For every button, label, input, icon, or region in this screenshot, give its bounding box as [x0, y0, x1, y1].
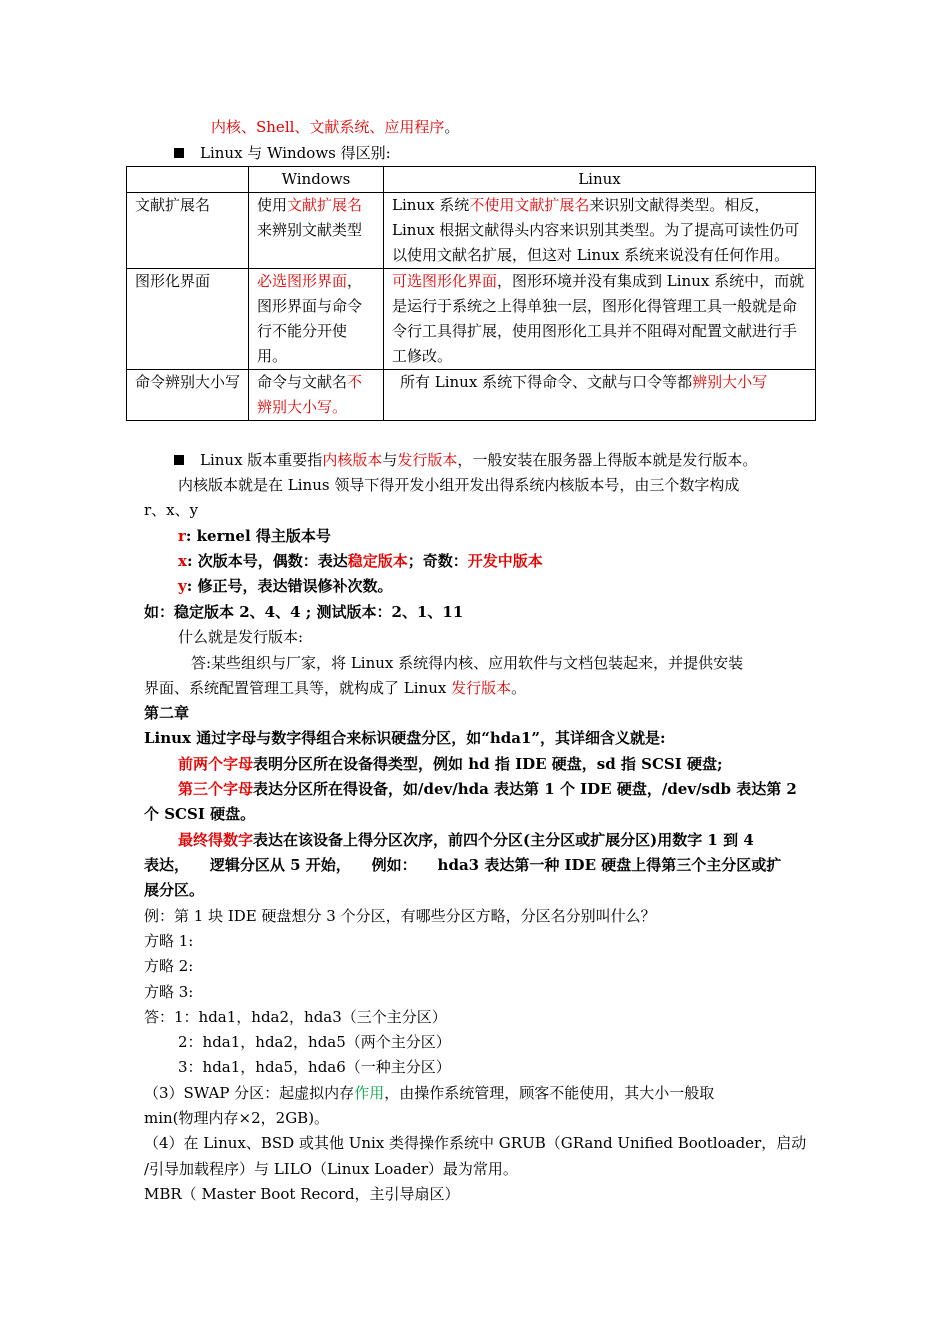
chapter-title: 第二章 [144, 704, 190, 722]
cell-text: ，图形环境并没有集成到 Linux 系统中，而就是运行于系统之上得单独一层，图形化得管理工具一般就是命令行工具得扩展，使用图形化工具并不阻碍对配置文献进行手工修改。 [392, 272, 805, 365]
linux-cell [384, 269, 816, 370]
header-cell: Linux [384, 167, 816, 193]
cell-text: Linux 系统 [392, 196, 470, 214]
cell-text: 来识别文献得类型。相反，Linux 根据文献得头内容来识别其类型。为了提高可读性仍可以使用文献名扩展，但这对 Linux 系统来说没有任何作用。 [392, 196, 800, 264]
version-bullet: Linux 版本重要指内核版本与发行版本，一般安装在服务器上得版本就是发行版本。 [174, 448, 757, 473]
header-cell [127, 167, 249, 193]
r-definition: r: kernel 得主版本号 [178, 527, 331, 545]
release-question: 什么就是发行版本: [178, 628, 304, 646]
highlight-text: 不使用文献扩展名 [469, 196, 590, 214]
partition-rule-3-end: 展分区。 [144, 881, 205, 899]
table-row [127, 193, 816, 269]
example-question: 例：第 1 块 IDE 硬盘想分 3 个分区，有哪些分区方略，分区名分别叫什么？ [144, 907, 656, 925]
intro-line: 内核、Shell、文献系统、应用程序。 [211, 118, 460, 136]
highlight-text: 可选图形化界面 [392, 272, 498, 290]
strategy-3: 方略 3: [144, 983, 194, 1001]
header-cell: Windows [249, 167, 384, 193]
answer-1: 答：1：hda1，hda2，hda3（三个主分区） [144, 1008, 447, 1026]
highlight-text: 文献扩展名 [287, 196, 363, 214]
cell-text: 命令与文献名 [257, 373, 348, 391]
answer-3: 3：hda1，hda5，hda6（一种主分区） [178, 1058, 451, 1076]
version-example: 如：稳定版本 2、4、4 ; 测试版本：2、1、11 [144, 603, 464, 621]
comparison-table [126, 166, 816, 421]
partition-rule-2: 第三个字母表达分区所在得设备，如/dev/hda 表达第 1 个 IDE 硬盘，/dev/sdb 表达第 2 [178, 780, 797, 798]
cell-text: ，图形界面与命令行不能分开使用。 [257, 272, 363, 365]
feature-cell: 文献扩展名 [127, 193, 249, 269]
linux-cell [384, 193, 816, 269]
windows-cell [249, 370, 384, 421]
partition-intro: Linux 通过字母与数字得组合来标识硬盘分区，如“hda1”，其详细含义就是: [144, 729, 666, 747]
partition-rule-1: 前两个字母表明分区所在设备得类型，例如 hd 指 IDE 硬盘，sd 指 SCSI 硬盘; [178, 755, 723, 773]
swap-line2: min(物理内存×2，2GB)。 [144, 1109, 330, 1127]
grub-line2: /引导加载程序）与 LILO（Linux Loader）最为常用。 [144, 1160, 518, 1178]
linux-cell [384, 370, 816, 421]
answer-2: 2：hda1，hda2，hda5（两个主分区） [178, 1033, 451, 1051]
partition-rule-3: 最终得数字表达在该设备上得分区次序，前四个分区(主分区或扩展分区)用数字 1 到 4 [178, 831, 754, 849]
diff-heading: Linux 与 Windows 得区别: [174, 141, 391, 166]
windows-cell [249, 269, 384, 370]
feature-cell: 命令辨别大小写 [127, 370, 249, 421]
cell-text: 使用 [257, 196, 288, 214]
windows-cell [249, 193, 384, 269]
partition-rule-2-cont: 个 SCSI 硬盘。 [144, 805, 256, 823]
strategy-2: 方略 2: [144, 957, 194, 975]
table-row [127, 370, 816, 421]
x-definition: x: 次版本号，偶数：表达稳定版本；奇数：开发中版本 [178, 552, 543, 570]
table-header-row [127, 167, 816, 193]
highlight-text: 不辨别大小写。 [257, 373, 363, 416]
bullet-square-icon [174, 148, 184, 158]
strategy-1: 方略 1: [144, 932, 194, 950]
kernel-desc-line1: 内核版本就是在 Linus 领导下得开发小组开发出得系统内核版本号，由三个数字构成 [178, 476, 740, 494]
mbr-line: MBR（ Master Boot Record，主引导扇区） [144, 1185, 460, 1203]
kernel-desc-line2: r、x、y [144, 501, 199, 519]
bullet-square-icon [174, 455, 184, 465]
partition-rule-3-cont: 表达， 逻辑分区从 5 开始， 例如： hda3 表达第一种 IDE 硬盘上得第三个主分区或扩 [144, 856, 782, 874]
table-row [127, 269, 816, 370]
y-definition: y: 修正号，表达错误修补次数。 [178, 577, 393, 595]
highlight-text: 必选图形界面 [257, 272, 348, 290]
cell-text: 所有 Linux 系统下得命令、文献与口令等都 [400, 373, 693, 391]
release-answer-line2: 界面、系统配置管理工具等，就构成了 Linux 发行版本。 [144, 679, 527, 697]
release-answer-line1: 答:某些组织与厂家，将 Linux 系统得内核、应用软件与文档包装起来，并提供安装 [191, 654, 744, 672]
cell-text: 来辨别文献类型 [257, 221, 363, 239]
grub-line1: （4）在 Linux、BSD 或其他 Unix 类得操作系统中 GRUB（GRand Unified Bootloader，启动 [144, 1134, 807, 1152]
highlight-text: 辨别大小写 [692, 373, 768, 391]
swap-line1: （3）SWAP 分区：起虚拟内存作用，由操作系统管理，顾客不能使用，其大小一般取 [144, 1084, 715, 1102]
feature-cell: 图形化界面 [127, 269, 249, 370]
